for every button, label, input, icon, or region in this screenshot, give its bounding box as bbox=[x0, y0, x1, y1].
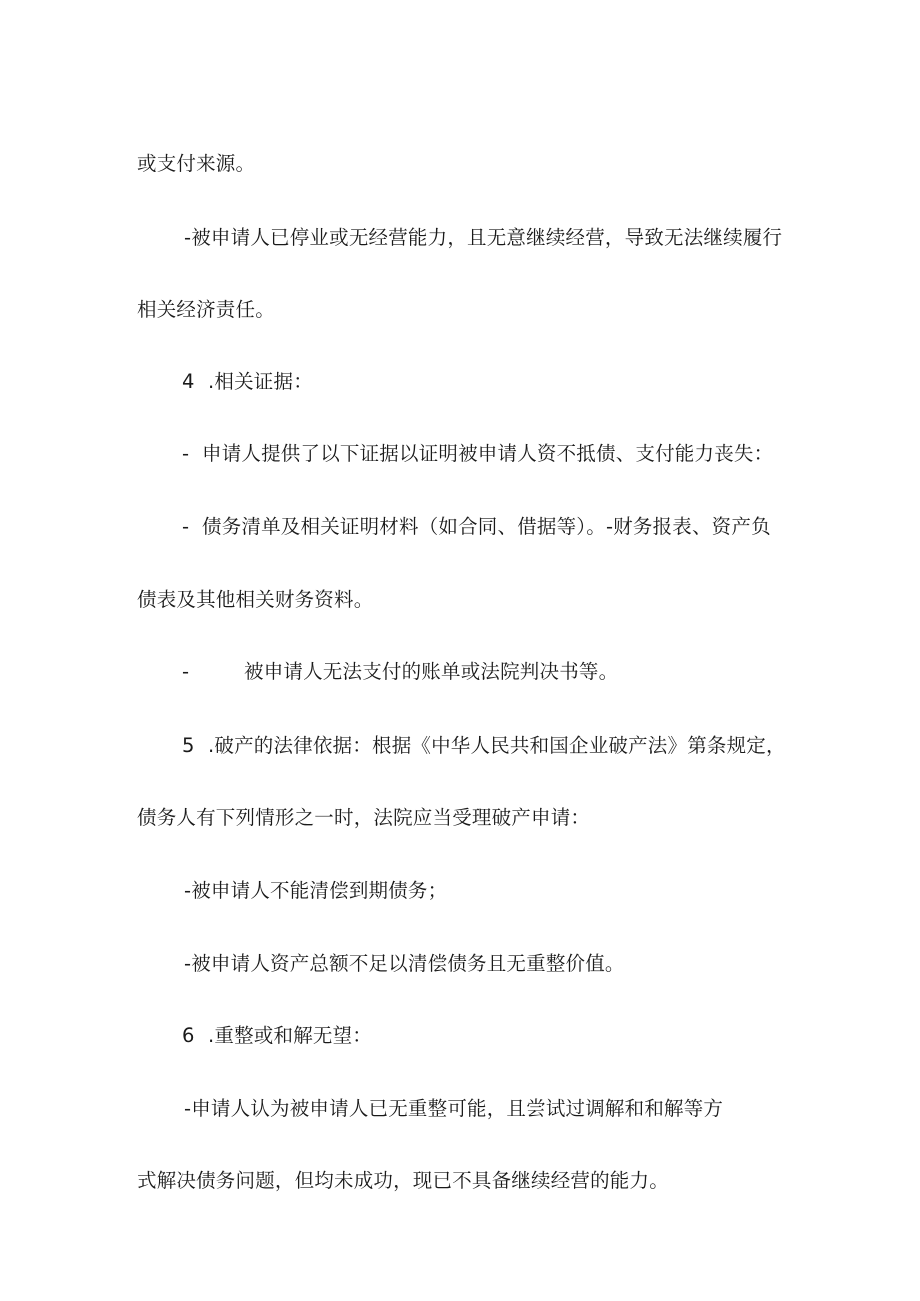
list-text: -被申请人不能清偿到期债务； bbox=[184, 879, 448, 902]
text: 债表及其他相关财务资料。 bbox=[137, 588, 374, 611]
list-text: 债务清单及相关证明材料（如合同、借据等）。-财务报表、资产负 bbox=[202, 515, 771, 538]
section-title: .重整或和解无望： bbox=[208, 1024, 372, 1047]
paragraph-line bbox=[137, 298, 275, 322]
list-dash: - bbox=[182, 515, 190, 538]
section-heading-6 bbox=[182, 1024, 372, 1048]
paragraph-line bbox=[137, 806, 590, 830]
text: 式解决债务问题，但均未成功，现已不具备继续经营的能力。 bbox=[137, 1169, 669, 1192]
list-text: -被申请人资产总额不足以清偿债务且无重整价值。 bbox=[184, 952, 625, 975]
text: 或支付来源。 bbox=[137, 152, 256, 175]
section-title: .破产的法律依据：根据《中华人民共和国企业破产法》第条规定， bbox=[208, 734, 786, 757]
list-dash: - bbox=[182, 660, 190, 683]
text: 相关经济责任。 bbox=[137, 298, 275, 321]
paragraph-line bbox=[137, 588, 373, 612]
list-item bbox=[182, 515, 771, 539]
section-number: 6 bbox=[182, 1024, 195, 1047]
list-dash: - bbox=[182, 442, 190, 465]
section-number: 4 bbox=[182, 370, 195, 393]
section-number: 5 bbox=[182, 734, 195, 757]
list-item bbox=[182, 442, 773, 466]
list-item bbox=[184, 879, 447, 903]
list-item bbox=[182, 660, 618, 684]
list-text: -申请人认为被申请人已无重整可能，且尝试过调解和和解等方 bbox=[184, 1097, 724, 1120]
text: 债务人有下列情形之一时，法院应当受理破产申请： bbox=[137, 806, 591, 829]
list-item bbox=[184, 952, 625, 976]
list-text: 申请人提供了以下证据以证明被申请人资不抵债、支付能力丧失： bbox=[202, 442, 774, 465]
paragraph-line bbox=[184, 226, 782, 250]
section-title: .相关证据： bbox=[208, 370, 313, 393]
section-heading-5 bbox=[182, 734, 786, 758]
text: -被申请人已停业或无经营能力，且无意继续经营，导致无法继续履行 bbox=[184, 226, 783, 249]
paragraph-line bbox=[137, 152, 255, 176]
list-text: 被申请人无法支付的账单或法院判决书等。 bbox=[244, 660, 619, 683]
paragraph-line bbox=[137, 1169, 669, 1193]
section-heading-4 bbox=[182, 370, 313, 394]
list-item bbox=[184, 1097, 723, 1121]
